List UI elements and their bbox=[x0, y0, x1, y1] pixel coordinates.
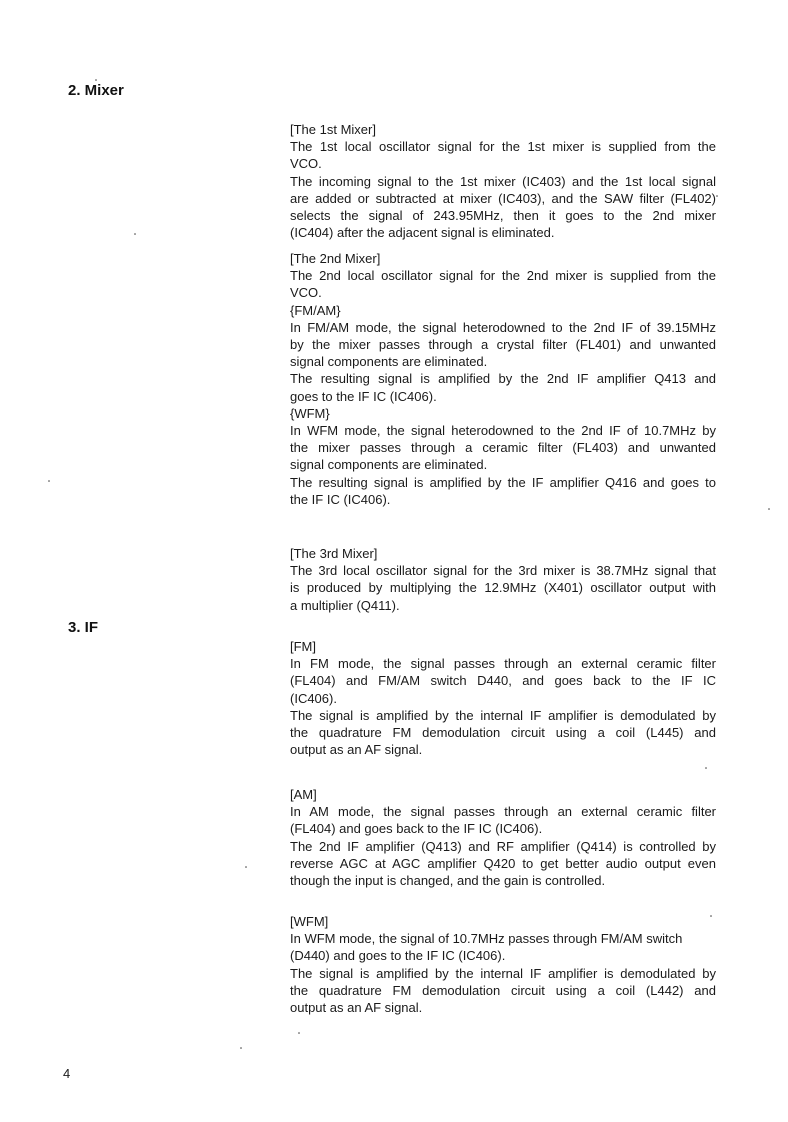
text-line: (D440) and goes to the IF IC (IC406). bbox=[290, 948, 506, 964]
scan-speck bbox=[705, 767, 707, 769]
scan-speck bbox=[710, 915, 712, 917]
subheading-3rd-mixer: [The 3rd Mixer] bbox=[290, 546, 378, 561]
text-line: the quadrature FM demodulation circuit using a coil (L442) and bbox=[290, 982, 716, 998]
text-line: The incoming signal to the 1st mixer (IC403) and the 1st local signal bbox=[290, 173, 716, 189]
paragraph-3rd-mixer bbox=[290, 545, 716, 614]
text-line: In FM/AM mode, the signal heterodowned to the 2nd IF of 39.15MHz bbox=[290, 319, 716, 335]
subheading-am: [AM] bbox=[290, 787, 317, 802]
text-line: In AM mode, the signal passes through an external ceramic filter bbox=[290, 804, 716, 820]
text-line: selects the signal of 243.95MHz, then it goes to the 2nd mixer bbox=[290, 208, 716, 224]
paragraph-if-wfm bbox=[290, 913, 716, 1016]
scan-speck bbox=[95, 79, 97, 81]
scan-speck bbox=[768, 508, 770, 510]
paragraph-if-fm bbox=[290, 638, 716, 758]
text-line: In WFM mode, the signal of 10.7MHz passes through FM/AM switch bbox=[290, 931, 683, 947]
text-line: The resulting signal is amplified by the IF amplifier Q416 and goes to bbox=[290, 474, 716, 490]
text-line: though the input is changed, and the gain is controlled. bbox=[290, 873, 606, 889]
text-line: are added or subtracted at mixer (IC403), and the SAW filter (FL402) bbox=[290, 190, 716, 206]
text-line: In WFM mode, the signal heterodowned to the 2nd IF of 10.7MHz by bbox=[290, 423, 716, 439]
text-line: the quadrature FM demodulation circuit using a coil (L445) and bbox=[290, 725, 716, 741]
text-line: (IC406). bbox=[290, 690, 337, 706]
text-line: VCO. bbox=[290, 285, 322, 301]
subheading-1st-mixer: [The 1st Mixer] bbox=[290, 122, 376, 137]
mode-label-wfm: {WFM} bbox=[290, 405, 330, 421]
text-line: a multiplier (Q411). bbox=[290, 597, 400, 613]
paragraph-2nd-mixer bbox=[290, 250, 716, 508]
text-line: The 2nd IF amplifier (Q413) and RF amplifier (Q414) is controlled by bbox=[290, 838, 716, 854]
text-line: signal components are eliminated. bbox=[290, 354, 488, 370]
text-line: goes to the IF IC (IC406). bbox=[290, 388, 437, 404]
scan-speck bbox=[48, 480, 50, 482]
scan-speck bbox=[134, 233, 136, 235]
scan-speck bbox=[298, 1032, 300, 1034]
text-line: output as an AF signal. bbox=[290, 742, 423, 758]
text-line: the IF IC (IC406). bbox=[290, 491, 391, 507]
text-line: The 2nd local oscillator signal for the 2nd mixer is supplied from the bbox=[290, 268, 716, 284]
text-line: is produced by multiplying the 12.9MHz (X401) oscillator output with bbox=[290, 580, 716, 596]
paragraph-1st-mixer bbox=[290, 121, 716, 241]
scan-speck bbox=[716, 195, 718, 197]
section-heading-if: 3. IF bbox=[68, 619, 99, 636]
text-line: the mixer passes through a ceramic filter (FL403) and unwanted bbox=[290, 440, 716, 456]
text-line: output as an AF signal. bbox=[290, 1000, 423, 1016]
text-line: VCO. bbox=[290, 156, 322, 172]
scan-speck bbox=[245, 866, 247, 868]
text-line: The signal is amplified by the internal IF amplifier is demodulated by bbox=[290, 707, 716, 723]
text-line: In FM mode, the signal passes through an external ceramic filter bbox=[290, 656, 716, 672]
mode-label-fm-am: {FM/AM} bbox=[290, 302, 341, 318]
text-line: The resulting signal is amplified by the 2nd IF amplifier Q413 and bbox=[290, 371, 716, 387]
section-heading-mixer: 2. Mixer bbox=[68, 82, 124, 99]
subheading-wfm: [WFM] bbox=[290, 914, 329, 929]
subheading-fm: [FM] bbox=[290, 639, 316, 654]
text-line: (FL404) and FM/AM switch D440, and goes back to the IF IC bbox=[290, 673, 716, 689]
paragraph-if-am bbox=[290, 786, 716, 889]
text-line: The 3rd local oscillator signal for the 3rd mixer is 38.7MHz signal that bbox=[290, 563, 716, 579]
text-line: by the mixer passes through a crystal filter (FL401) and unwanted bbox=[290, 337, 716, 353]
page-number: 4 bbox=[63, 1066, 71, 1081]
text-line: (IC404) after the adjacent signal is eliminated. bbox=[290, 225, 555, 241]
text-line: The signal is amplified by the internal IF amplifier is demodulated by bbox=[290, 965, 716, 981]
text-line: reverse AGC at AGC amplifier Q420 to get better audio output even bbox=[290, 855, 716, 871]
text-line: signal components are eliminated. bbox=[290, 457, 488, 473]
text-line: (FL404) and goes back to the IF IC (IC406). bbox=[290, 821, 543, 837]
subheading-2nd-mixer: [The 2nd Mixer] bbox=[290, 251, 381, 266]
scan-speck bbox=[240, 1047, 242, 1049]
text-line: The 1st local oscillator signal for the 1st mixer is supplied from the bbox=[290, 139, 716, 155]
